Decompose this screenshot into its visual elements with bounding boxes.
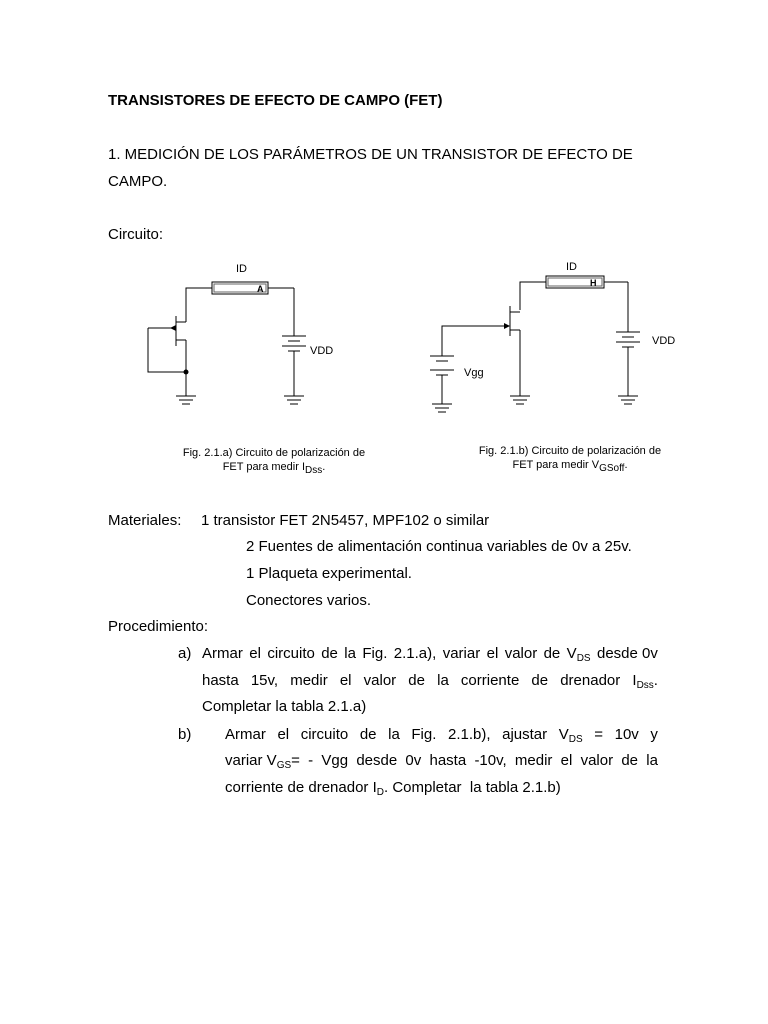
procedure-a-line1: Armar el circuito de la Fig. 2.1.a), variar el valor de $V_{DS}$ desde 0v: [202, 645, 658, 664]
caption-b-line2: FET para medir $V_{GSoff}$.: [512, 459, 628, 474]
vdd-a-label: VDD: [310, 345, 334, 357]
procedure-a-line3: Completar la tabla 2.1.a): [202, 698, 367, 715]
materials-item: 2 Fuentes de alimentación continua variables de 0v a 25v.: [246, 538, 632, 555]
ammeter-b-letter: H: [590, 278, 597, 288]
caption-a-line2: FET para medir $I_{Dss}$.: [222, 461, 326, 476]
caption-a-line1: Fig. 2.1.a) Circuito de polarización de: [182, 447, 366, 459]
procedure-a-marker: a): [178, 645, 192, 662]
circuit-b: [430, 276, 640, 412]
section-heading-line1: 1. MEDICIÓN DE LOS PARÁMETROS DE UN TRANSISTOR DE EFECTO DE: [108, 146, 633, 163]
circuit-label: Circuito:: [108, 226, 164, 243]
procedure-b-line2: variar $V_{GS}=$ - Vgg desde 0v hasta -10v, medir el valor de la: [225, 752, 658, 771]
procedure-a-line2: hasta 15v, medir el valor de la corriente de drenador $I_{Dss}$.: [202, 672, 658, 691]
materials-item: Conectores varios.: [246, 592, 372, 609]
page-title: TRANSISTORES DE EFECTO DE CAMPO (FET): [108, 92, 443, 109]
caption-b: [462, 444, 678, 472]
ammeter-a-label: ID: [236, 263, 247, 275]
procedure-b-line3: corriente de drenador $I_D$. Completar la tabla 2.1.b): [225, 779, 561, 798]
vgg-label: Vgg: [464, 367, 484, 379]
materials-label: Materiales:: [108, 512, 182, 529]
ammeter-b-label: ID: [566, 261, 577, 273]
circuit-diagrams: [0, 0, 768, 440]
procedure-b-line1: Armar el circuito de la Fig. 2.1.b), ajustar $V_{DS}$ = 10v y: [225, 726, 658, 745]
caption-b-line1: Fig. 2.1.b) Circuito de polarización de: [478, 445, 662, 457]
section-heading-line2: CAMPO.: [108, 173, 168, 190]
caption-a: [168, 446, 380, 474]
circuit-a: [148, 282, 306, 404]
vdd-b-label: VDD: [652, 335, 676, 347]
materials-item: 1 transistor FET 2N5457, MPF102 o similar: [201, 512, 490, 529]
materials-item: 1 Plaqueta experimental.: [246, 565, 412, 582]
procedure-b-marker: b): [178, 726, 192, 743]
procedure-label: Procedimiento:: [108, 618, 209, 635]
ammeter-a-letter: A: [257, 284, 264, 294]
